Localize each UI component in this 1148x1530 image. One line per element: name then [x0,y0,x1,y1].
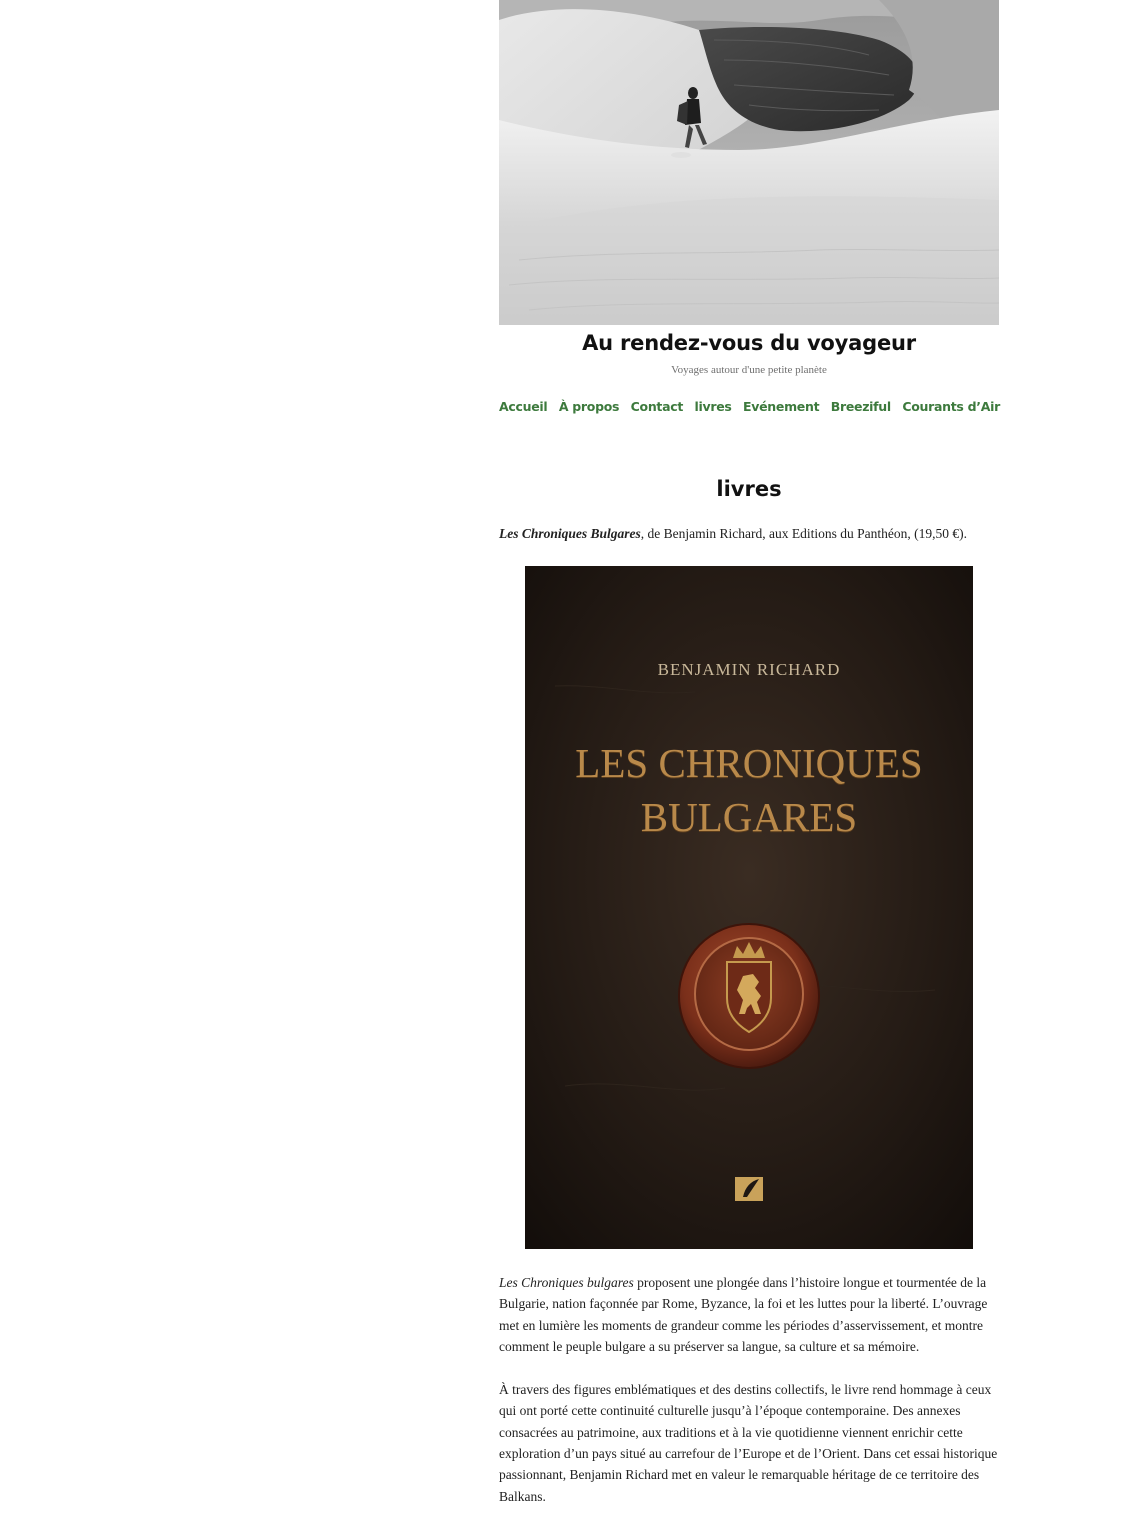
nav-item-courants-dair[interactable]: Courants d’Air [902,399,1000,414]
nav-item-breeziful[interactable]: Breeziful [830,399,891,414]
main-navigation [499,399,1000,414]
description-book-title: Les Chroniques bulgares [499,1275,634,1290]
cover-title-line-1: LES CHRONIQUES [575,740,923,786]
intro-paragraph [499,524,999,544]
description-paragraph-2: À travers des figures emblématiques et des destins collectifs, le livre rend hommage à ceux qui ont porté cette continuité culturelle jusqu’à l’époque contemporaine. Des annexes consacrées au patrimoine, aux traditions et à la vie quotidienne viennent enrichir cette exploration d’un pays situé au carrefour de l’Europe et de l’Orient. Dans cet essai historique passionnant, Benjamin Richard met en valeur le remarquable héritage de ce territoire des Balkans. [499,1382,998,1504]
cover-title-line-2: BULGARES [640,794,858,840]
content-column [499,0,999,1507]
description-text-1: proposent une plongée dans l’histoire longue et tourmentée de la Bulgarie, nation façonnée par Rome, Byzance, la foi et les luttes pour la liberté. L’ouvrage met en lumière les moments de grandeur comme les périodes d’asservissement, et montre comment le peuple bulgare a su préserver sa langue, sa culture et sa mémoire. [499,1275,988,1354]
nav-item-accueil[interactable]: Accueil [499,399,548,414]
nav-item-contact[interactable]: Contact [630,399,684,414]
site-title[interactable]: Au rendez-vous du voyageur [582,331,916,355]
cover-author: BENJAMIN RICHARD [657,660,841,679]
intro-book-title: Les Chroniques Bulgares [499,526,641,541]
site-tagline: Voyages autour d'une petite planète [671,364,827,376]
nav-item-livres[interactable]: livres [694,399,732,414]
header-image[interactable] [499,0,999,325]
description-paragraph-1 [499,1272,999,1357]
page-title: livres [716,477,782,501]
cover-title [525,736,973,844]
nav-item-evenement[interactable]: Evénement [743,399,820,414]
intro-text: , de Benjamin Richard, aux Editions du Panthéon, (19,50 €). [640,526,967,541]
book-cover-image[interactable] [525,566,973,1249]
nav-item-a-propos[interactable]: À propos [558,399,620,414]
